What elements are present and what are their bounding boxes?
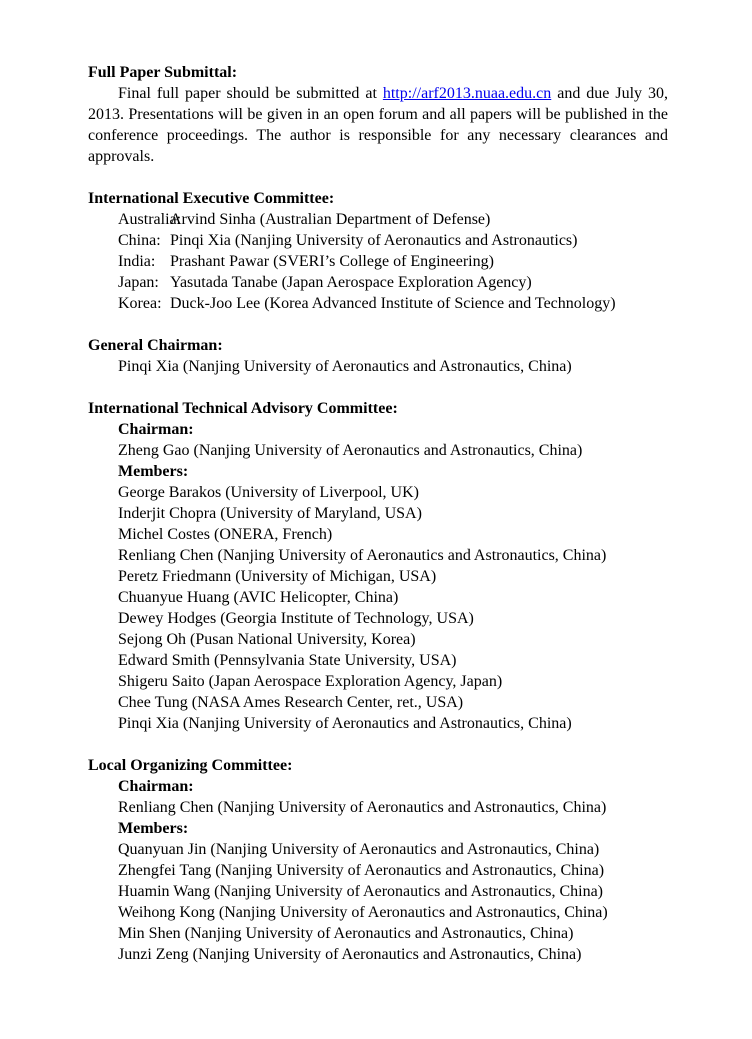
section-technical-committee [88, 398, 668, 734]
chairman-label: Chairman: [118, 778, 194, 795]
committee-member: Weihong Kong (Nanjing University of Aeronautics and Astronautics, China) [118, 904, 608, 921]
section-full-paper-submittal [88, 62, 668, 167]
section-executive-committee [88, 188, 668, 314]
section-general-chairman [88, 335, 668, 377]
country-label: China: [118, 232, 161, 249]
chairman-person: Zheng Gao (Nanjing University of Aeronautics and Astronautics, China) [118, 442, 583, 459]
committee-member: Inderjit Chopra (University of Maryland, USA) [118, 505, 422, 522]
committee-member: Quanyuan Jin (Nanjing University of Aeronautics and Astronautics, China) [118, 841, 600, 858]
committee-member: Huamin Wang (Nanjing University of Aeronautics and Astronautics, China) [118, 883, 603, 900]
committee-member: Edward Smith (Pennsylvania State University, USA) [118, 652, 457, 669]
local-committee-heading: Local Organizing Committee: [88, 757, 293, 774]
committee-row [88, 251, 668, 272]
committee-row [88, 209, 668, 230]
general-chairman-heading: General Chairman: [88, 337, 223, 354]
committee-member: Chee Tung (NASA Ames Research Center, ret., USA) [118, 694, 464, 711]
members-label: Members: [118, 463, 189, 480]
committee-member: Arvind Sinha (Australian Department of Defense) [170, 211, 491, 228]
general-chairman-person: Pinqi Xia (Nanjing University of Aeronautics and Astronautics, China) [118, 358, 572, 375]
committee-row [88, 230, 668, 251]
paragraph-text-before-link: Final full paper should be submitted at [118, 85, 383, 102]
committee-member: Zhengfei Tang (Nanjing University of Aeronautics and Astronautics, China) [118, 862, 605, 879]
full-paper-submittal-paragraph [88, 83, 668, 167]
committee-member: Shigeru Saito (Japan Aerospace Exploration Agency, Japan) [118, 673, 503, 690]
section-local-committee [88, 755, 668, 965]
chairman-person: Renliang Chen (Nanjing University of Aeronautics and Astronautics, China) [118, 799, 607, 816]
committee-member: Michel Costes (ONERA, French) [118, 526, 333, 543]
committee-member: Junzi Zeng (Nanjing University of Aeronautics and Astronautics, China) [118, 946, 582, 963]
full-paper-submittal-heading: Full Paper Submittal: [88, 64, 238, 81]
paragraph-text-after-link: and due July 30, 2013. Presentations will be given in an open forum and all papers will be published in the conference proceedings. The author is responsible for any necessary clearances and approvals. [88, 85, 668, 165]
committee-member: Pinqi Xia (Nanjing University of Aeronautics and Astronautics, China) [118, 715, 572, 732]
committee-member: George Barakos (University of Liverpool, UK) [118, 484, 419, 501]
technical-committee-heading: International Technical Advisory Committee: [88, 400, 398, 417]
executive-committee-heading: International Executive Committee: [88, 190, 335, 207]
committee-member: Renliang Chen (Nanjing University of Aeronautics and Astronautics, China) [118, 547, 607, 564]
chairman-label: Chairman: [118, 421, 194, 438]
country-label: Australia: [118, 211, 182, 228]
committee-member: Duck-Joo Lee (Korea Advanced Institute of Science and Technology) [170, 295, 616, 312]
committee-member: Sejong Oh (Pusan National University, Korea) [118, 631, 416, 648]
country-label: Korea: [118, 295, 162, 312]
committee-member: Dewey Hodges (Georgia Institute of Technology, USA) [118, 610, 474, 627]
committee-member: Pinqi Xia (Nanjing University of Aeronautics and Astronautics) [170, 232, 578, 249]
committee-row [88, 272, 668, 293]
committee-member: Prashant Pawar (SVERI’s College of Engineering) [170, 253, 494, 270]
country-label: India: [118, 253, 156, 270]
country-label: Japan: [118, 274, 159, 291]
members-label: Members: [118, 820, 189, 837]
submission-url-link[interactable]: http://arf2013.nuaa.edu.cn [382, 85, 552, 102]
committee-row [88, 293, 668, 314]
committee-member: Yasutada Tanabe (Japan Aerospace Exploration Agency) [170, 274, 532, 291]
committee-member: Peretz Friedmann (University of Michigan, USA) [118, 568, 437, 585]
committee-member: Min Shen (Nanjing University of Aeronautics and Astronautics, China) [118, 925, 574, 942]
committee-member: Chuanyue Huang (AVIC Helicopter, China) [118, 589, 399, 606]
